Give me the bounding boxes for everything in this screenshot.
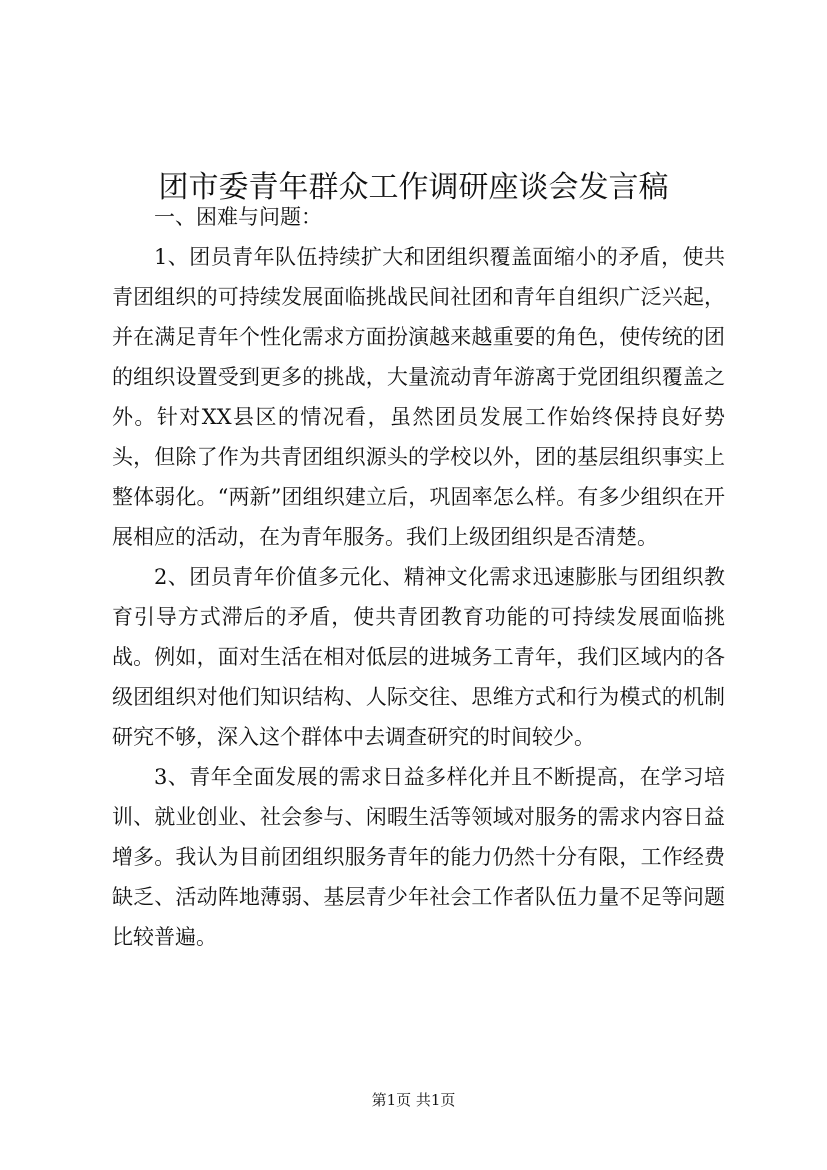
page-footer: 第1页 共1页 <box>371 1091 456 1109</box>
paragraph-3: 3、青年全面发展的需求日益多样化并且不断提高，在学习培训、就业创业、社会参与、闲暇生活等领域对服务的需求内容日益增多。我认为目前团组织服务青年的能力仍然十分有限，工作经费缺乏、活动阵地薄弱、基层青少年社会工作者队伍力量不足等问题比较普遍。 <box>112 765 725 949</box>
document-body <box>112 197 725 957</box>
document-title: 团市委青年群众工作调研座谈会发言稿 <box>158 170 669 206</box>
section-heading: 一、困难与问题： <box>154 205 322 229</box>
paragraph-2: 2、团员青年价值多元化、精神文化需求迅速膨胀与团组织教育引导方式滞后的矛盾，使共青团教育功能的可持续发展面临挑战。例如，面对生活在相对低层的进城务工青年，我们区域内的各级团组织对他们知识结构、人际交往、思维方式和行为模式的机制研究不够，深入这个群体中去调查研究的时间较少。 <box>112 565 725 749</box>
paragraph-1: 1、团员青年队伍持续扩大和团组织覆盖面缩小的矛盾，使共青团组织的可持续发展面临挑战民间社团和青年自组织广泛兴起，并在满足青年个性化需求方面扮演越来越重要的角色，使传统的团的组织设置受到更多的挑战，大量流动青年游离于党团组织覆盖之外。针对XX县区的情况看，虽然团员发展工作始终保持良好势头，但除了作为共青团组织源头的学校以外，团的基层组织事实上整体弱化。“两新”团组织建立后，巩固率怎么样。有多少组织在开展相应的活动，在为青年服务。我们上级团组织是否清楚。 <box>112 245 725 549</box>
